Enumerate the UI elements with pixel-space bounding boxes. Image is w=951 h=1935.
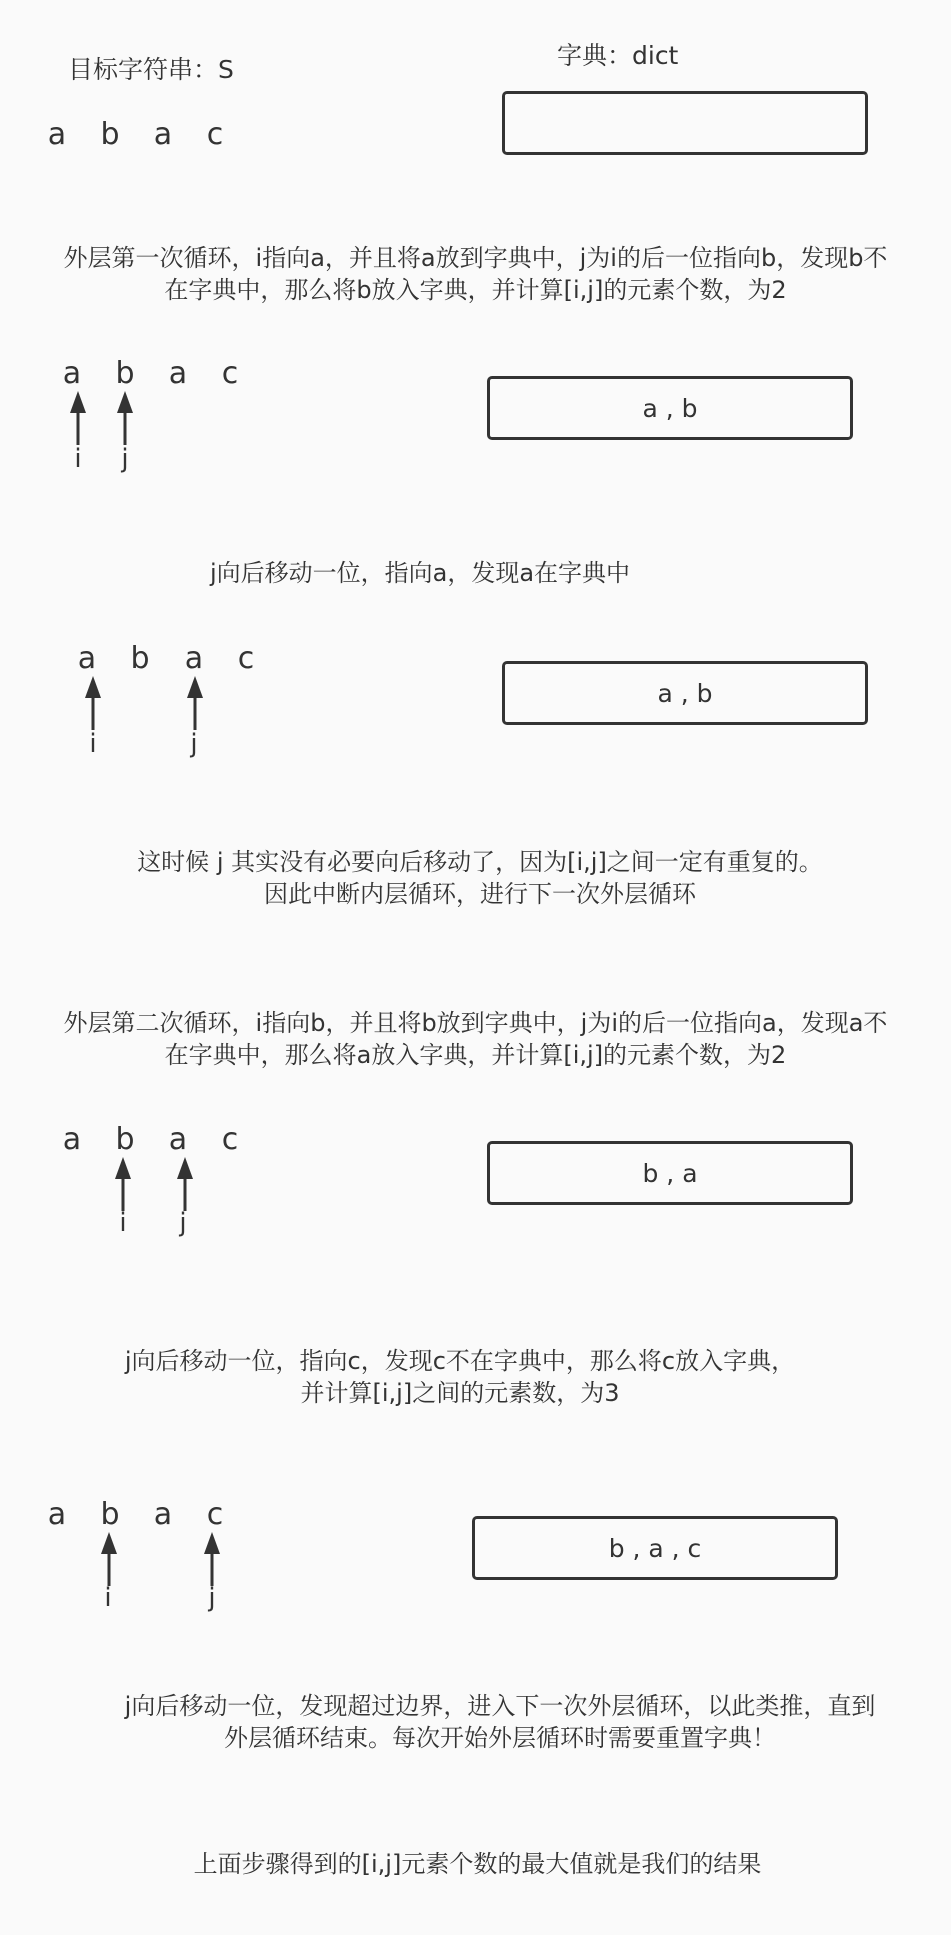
up-arrow-icon [115, 391, 135, 445]
up-arrow-icon [185, 676, 205, 730]
char-1: b [100, 1497, 120, 1532]
char-1: b [130, 641, 150, 676]
char-3: c [206, 1497, 224, 1532]
step-caption-6 [40, 1690, 951, 1754]
caption-line: 在字典中，那么将b放入字典，并计算[i,j]的元素个数，为2 [164, 276, 787, 304]
char-2: a [153, 1497, 173, 1532]
dict-box-5 [472, 1516, 838, 1580]
caption-line: 在字典中，那么将a放入字典，并计算[i,j]的元素个数，为2 [164, 1041, 787, 1069]
dict-contents: a , b [642, 393, 698, 423]
step-caption-4 [0, 1007, 951, 1071]
dict-contents: b , a , c [608, 1533, 702, 1563]
dict-contents: b , a [642, 1158, 698, 1188]
pointer-label-j: j [190, 729, 198, 759]
dict-box-1 [487, 376, 853, 440]
up-arrow-icon [83, 676, 103, 730]
char-3: c [221, 356, 239, 391]
caption-line: 这时候 j 其实没有必要向后移动了，因为[i,j]之间一定有重复的。 [137, 848, 823, 876]
dict-label: 字典：dict [557, 41, 679, 70]
dict-contents: a , b [657, 678, 713, 708]
char-3: c [206, 117, 224, 152]
up-arrow-icon [175, 1157, 195, 1211]
step-caption-5 [0, 1345, 920, 1409]
up-arrow-icon [113, 1157, 133, 1211]
char-1: b [115, 1122, 135, 1157]
caption-line: 因此中断内层循环，进行下一次外层循环 [264, 880, 696, 908]
caption-line: 外层第一次循环，i指向a，并且将a放到字典中，j为i的后一位指向b，发现b不 [63, 244, 888, 272]
step-caption-7 [0, 1848, 951, 1880]
target-string-label: 目标字符串：S [68, 55, 234, 84]
caption-line: j向后移动一位，指向c，发现c不在字典中，那么将c放入字典， [124, 1347, 796, 1375]
pointer-label-i: i [74, 444, 82, 474]
caption-line: 外层第二次循环，i指向b，并且将b放到字典中，j为i的后一位指向a，发现a不 [63, 1009, 888, 1037]
char-2: a [184, 641, 204, 676]
pointer-label-i: i [104, 1583, 112, 1613]
up-arrow-icon [68, 391, 88, 445]
pointer-label-j: j [208, 1583, 216, 1613]
pointer-label-i: i [89, 729, 97, 759]
caption-line: 并计算[i,j]之间的元素数，为3 [300, 1379, 620, 1407]
char-2: a [168, 1122, 188, 1157]
dict-box-2 [502, 661, 868, 725]
char-2: a [168, 356, 188, 391]
pointer-label-i: i [119, 1208, 127, 1238]
char-0: a [62, 1122, 82, 1157]
char-2: a [153, 117, 173, 152]
dict-box-0 [502, 91, 868, 155]
step-caption-1 [0, 242, 951, 306]
caption-line: j向后移动一位，指向a，发现a在字典中 [209, 559, 631, 587]
char-0: a [47, 1497, 67, 1532]
char-0: a [77, 641, 97, 676]
caption-line: j向后移动一位，发现超过边界，进入下一次外层循环，以此类推，直到 [124, 1692, 876, 1720]
step-caption-2 [0, 557, 840, 589]
char-1: b [115, 356, 135, 391]
char-0: a [47, 117, 67, 152]
char-1: b [100, 117, 120, 152]
up-arrow-icon [202, 1532, 222, 1586]
pointer-label-j: j [179, 1208, 187, 1238]
caption-line: 上面步骤得到的[i,j]元素个数的最大值就是我们的结果 [193, 1850, 762, 1878]
step-caption-3 [40, 846, 920, 910]
char-0: a [62, 356, 82, 391]
char-3: c [221, 1122, 239, 1157]
char-3: c [237, 641, 255, 676]
up-arrow-icon [99, 1532, 119, 1586]
pointer-label-j: j [121, 444, 129, 474]
dict-box-4 [487, 1141, 853, 1205]
caption-line: 外层循环结束。每次开始外层循环时需要重置字典！ [224, 1724, 776, 1752]
